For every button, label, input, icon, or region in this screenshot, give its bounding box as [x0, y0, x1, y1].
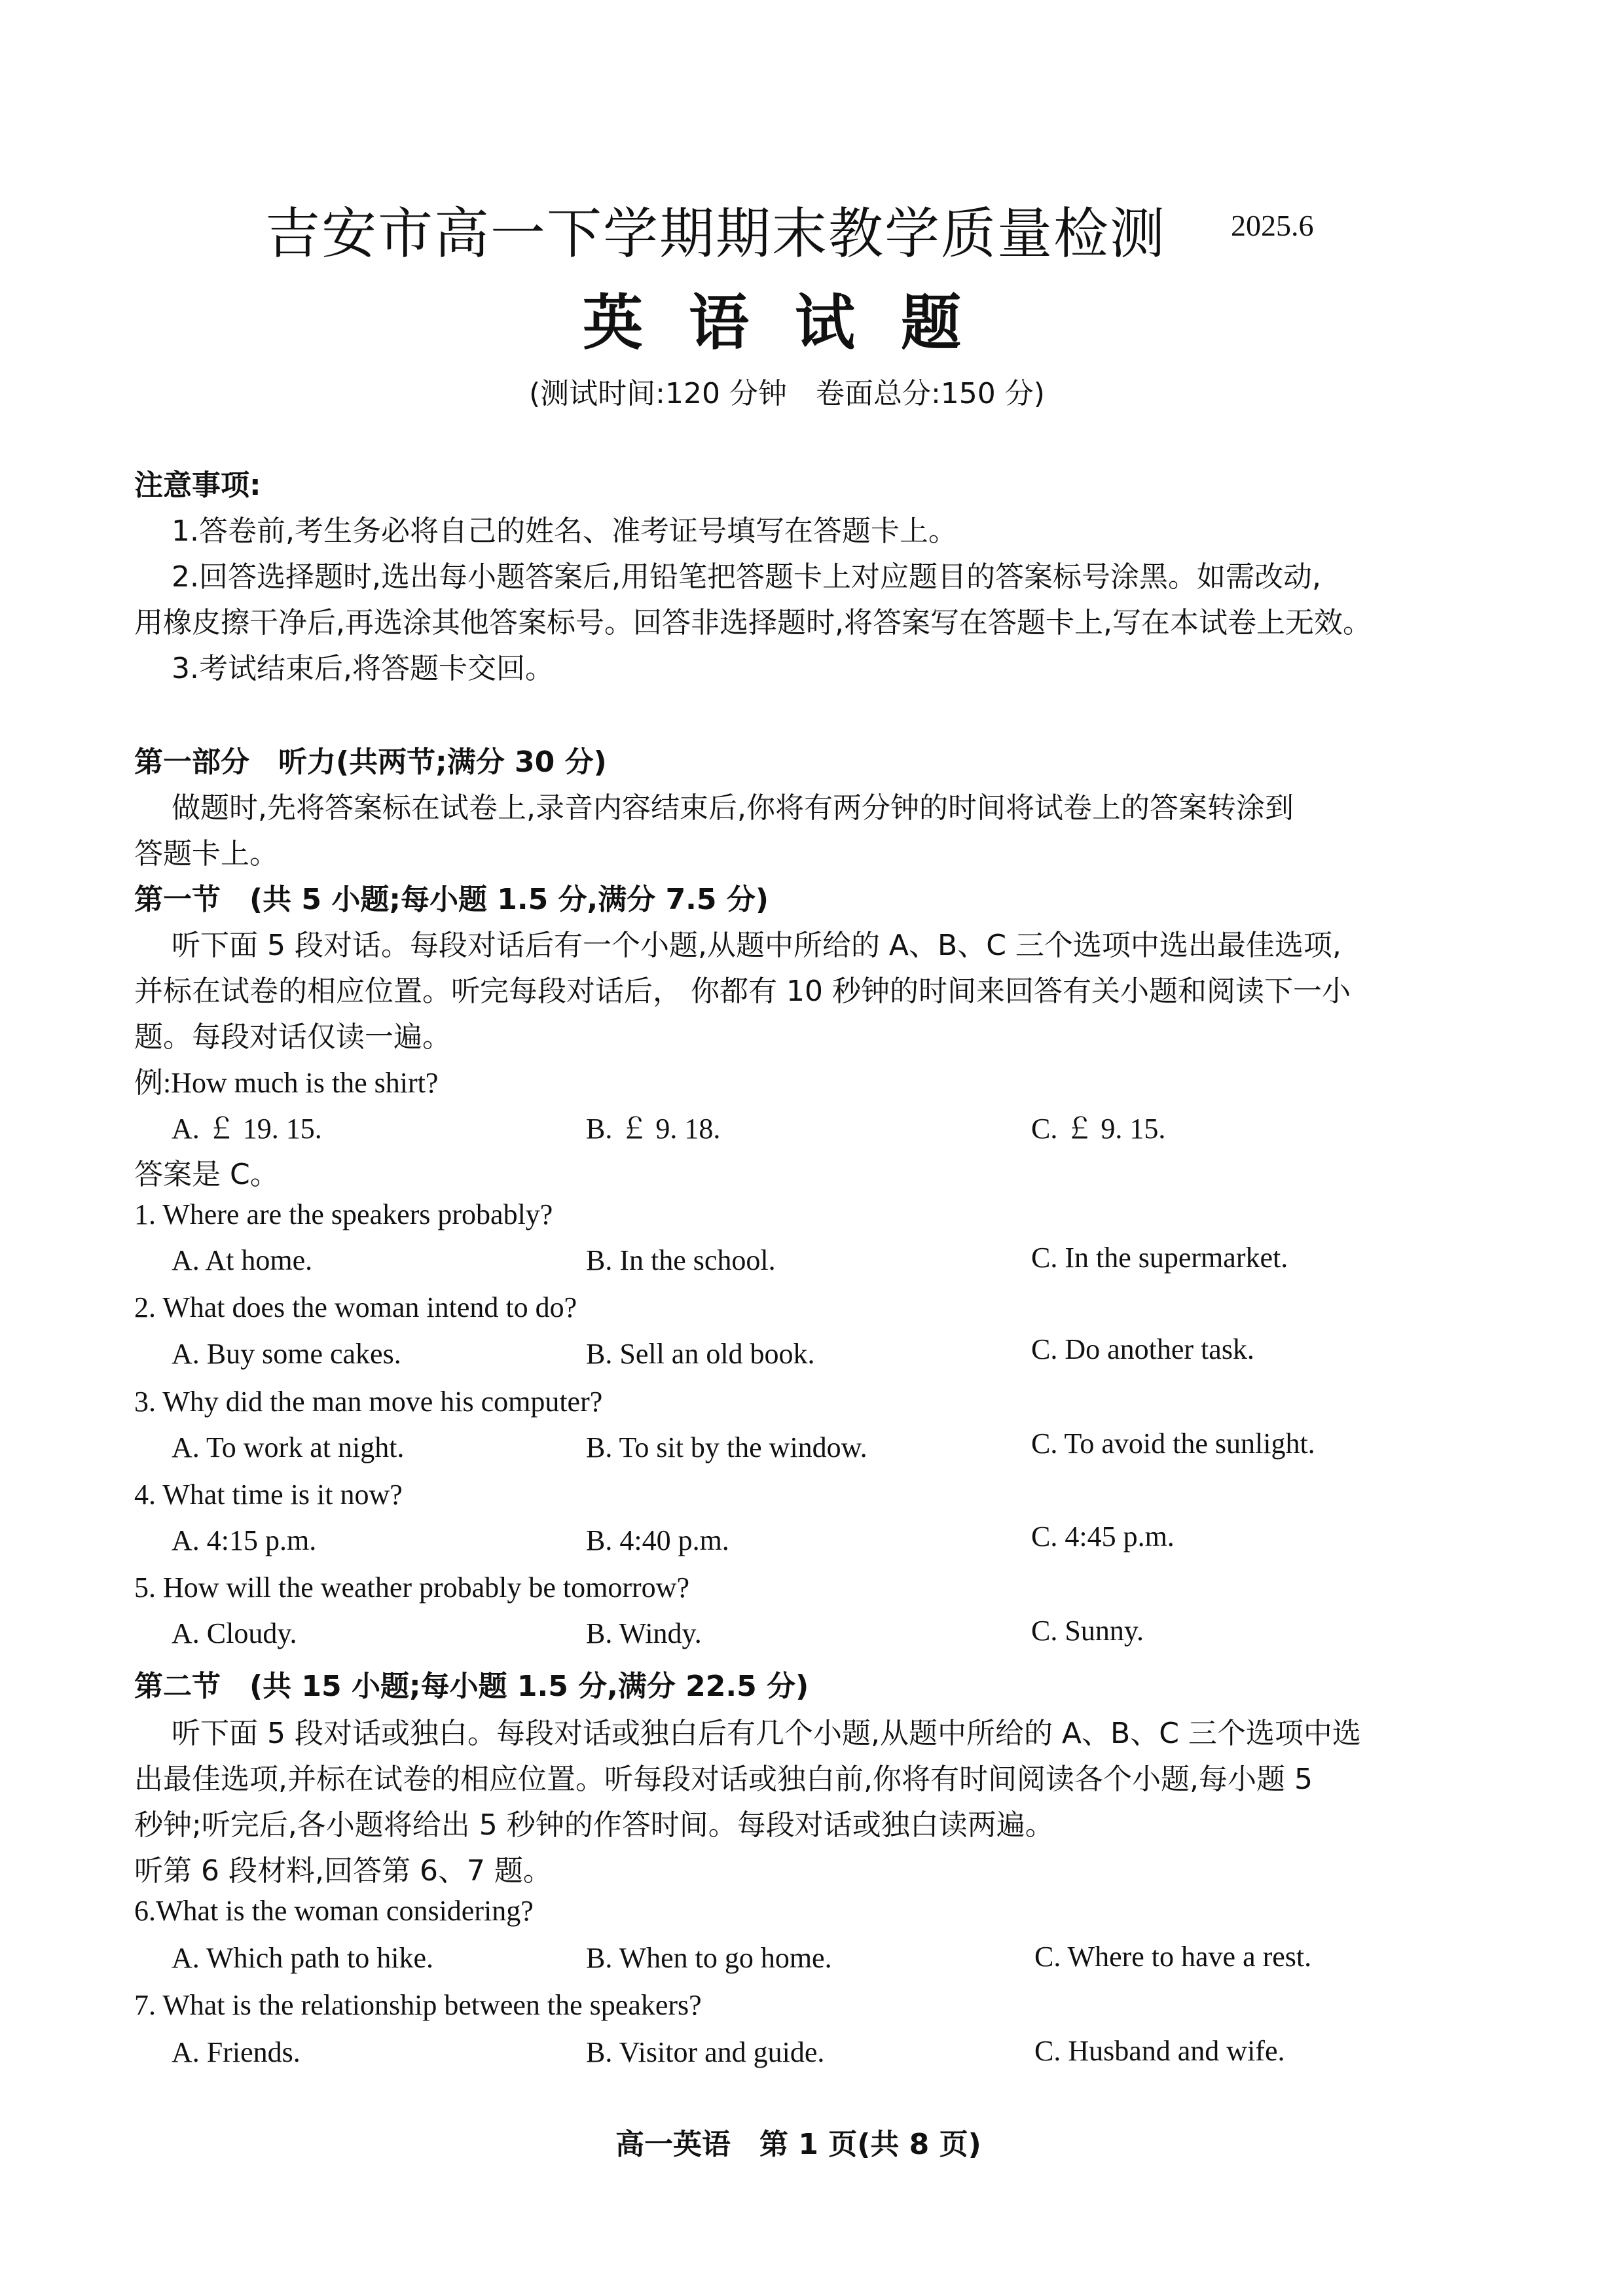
- section2-instruction: 秒钟;听完后,各小题将给出 5 秒钟的作答时间。每段对话或独白读两遍。: [134, 1808, 1054, 1842]
- question: 7. What is the relationship between the speakers?: [134, 1989, 702, 2021]
- option-c: C. Where to have a rest.: [1034, 1941, 1312, 1973]
- example-question: 例:How much is the shirt?: [134, 1067, 439, 1099]
- part1-intro: 答题卡上。: [134, 837, 278, 870]
- section2-instruction: 出最佳选项,并标在试卷的相应位置。听每段对话或独白前,你将有时间阅读各个小题,每小题 5: [134, 1763, 1313, 1796]
- option-b: B. Windy.: [586, 1617, 702, 1649]
- question: 5. How will the weather probably be tomorrow?: [134, 1571, 689, 1604]
- exam-info: (测试时间:120 分钟 卷面总分:150 分): [529, 377, 1045, 410]
- question: 4. What time is it now?: [134, 1479, 403, 1511]
- part1-intro: 做题时,先将答案标在试卷上,录音内容结束后,你将有两分钟的时间将试卷上的答案转涂到: [172, 791, 1294, 825]
- option-a: A. Cloudy.: [172, 1617, 297, 1649]
- question: 2. What does the woman intend to do?: [134, 1291, 577, 1323]
- option-b: B. 4:40 p.m.: [586, 1524, 729, 1556]
- option-c: C. Do another task.: [1031, 1333, 1254, 1365]
- option-b: B. When to go home.: [586, 1942, 832, 1974]
- option-a: A. Friends.: [172, 2036, 301, 2068]
- option-a: A. To work at night.: [172, 1431, 405, 1463]
- notice-item: 3.考试结束后,将答题卡交回。: [172, 652, 554, 685]
- section2-instruction: 听下面 5 段对话或独白。每段对话或独白后有几个小题,从题中所给的 A、B、C 三个选项中选: [172, 1717, 1361, 1750]
- exam-date: 2025.6: [1231, 209, 1314, 242]
- notice-item: 2.回答选择题时,选出每小题答案后,用铅笔把答题卡上对应题目的答案标号涂黑。如需改动,: [172, 560, 1321, 594]
- material-note: 听第 6 段材料,回答第 6、7 题。: [134, 1854, 552, 1888]
- option-a: A. At home.: [172, 1244, 313, 1276]
- question: 6.What is the woman considering?: [134, 1895, 534, 1927]
- example-option-a: A. ￡ 19. 15.: [172, 1113, 322, 1145]
- option-b: B. In the school.: [586, 1244, 776, 1276]
- question: 3. Why did the man move his computer?: [134, 1386, 603, 1418]
- exam-title: 吉安市高一下学期期末教学质量检测: [265, 202, 1167, 266]
- option-c: C. Husband and wife.: [1034, 2035, 1285, 2067]
- example-option-c: C. ￡ 9. 15.: [1031, 1113, 1166, 1145]
- notice-item: 用橡皮擦干净后,再选涂其他答案标号。回答非选择题时,将答案写在答题卡上,写在本试卷上无效。: [134, 606, 1372, 639]
- subject-title: 英语试题: [583, 288, 1008, 358]
- option-b: B. Visitor and guide.: [586, 2036, 825, 2068]
- example-answer: 答案是 C。: [134, 1158, 279, 1191]
- option-a: A. Buy some cakes.: [172, 1338, 401, 1370]
- notice-heading: 注意事项:: [134, 469, 261, 502]
- section1-instruction: 听下面 5 段对话。每段对话后有一个小题,从题中所给的 A、B、C 三个选项中选出最佳选项,: [172, 929, 1341, 962]
- option-c: C. To avoid the sunlight.: [1031, 1427, 1315, 1460]
- section1-heading: 第一节 (共 5 小题;每小题 1.5 分,满分 7.5 分): [134, 883, 769, 916]
- option-a: A. Which path to hike.: [172, 1942, 433, 1974]
- option-a: A. 4:15 p.m.: [172, 1524, 317, 1556]
- option-b: B. To sit by the window.: [586, 1431, 867, 1463]
- part1-heading: 第一部分 听力(共两节;满分 30 分): [134, 745, 607, 779]
- section1-instruction: 并标在试卷的相应位置。听完每段对话后， 你都有 10 秒钟的时间来回答有关小题和阅读下一小: [134, 975, 1351, 1008]
- option-c: C. In the supermarket.: [1031, 1242, 1288, 1274]
- option-c: C. 4:45 p.m.: [1031, 1520, 1175, 1552]
- question: 1. Where are the speakers probably?: [134, 1198, 553, 1230]
- example-option-b: B. ￡ 9. 18.: [586, 1113, 721, 1145]
- page-footer: 高一英语 第 1 页(共 8 页): [615, 2128, 981, 2161]
- section1-instruction: 题。每段对话仅读一遍。: [134, 1020, 451, 1054]
- option-b: B. Sell an old book.: [586, 1338, 815, 1370]
- option-c: C. Sunny.: [1031, 1615, 1144, 1647]
- notice-item: 1.答卷前,考生务必将自己的姓名、准考证号填写在答题卡上。: [172, 514, 957, 548]
- section2-heading: 第二节 (共 15 小题;每小题 1.5 分,满分 22.5 分): [134, 1670, 809, 1703]
